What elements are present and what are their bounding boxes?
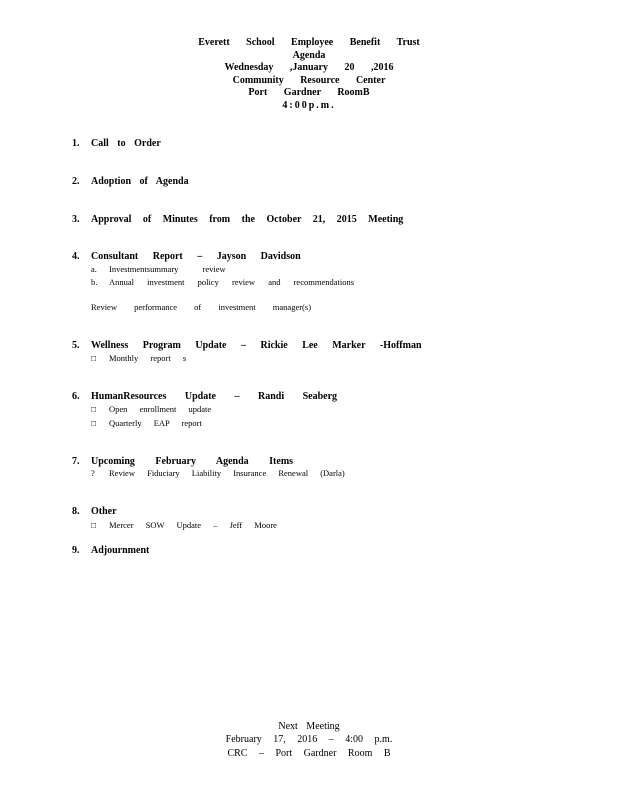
- sub-marker: ?: [91, 468, 95, 478]
- bullet-icon: □: [91, 353, 97, 363]
- agenda-item-adoption: Adoption of Agenda: [91, 176, 189, 187]
- agenda-item-human-resources: HumanResources Update – Randi Seaberg: [91, 391, 338, 402]
- next-meeting-location: CRC – Port Gardner Room B: [227, 748, 391, 759]
- agenda-item-consultant-report: Consultant Report – Jayson Davidson: [91, 251, 301, 262]
- bullet-icon: □: [91, 418, 97, 428]
- agenda-item-wellness-program: Wellness Program Update – Rickie Lee Marker -Hoffman: [91, 340, 422, 351]
- sub-item-investment-summary: Investmentsummary review: [109, 264, 226, 274]
- sub-marker: a.: [91, 264, 97, 274]
- agenda-item-upcoming-february: Upcoming February Agenda Items: [91, 456, 294, 467]
- item-number: 8.: [72, 506, 80, 517]
- agenda-item-adjournment: Adjournment: [91, 545, 150, 556]
- sub-item-mercer-sow: Mercer SOW Update – Jeff Moore: [109, 520, 277, 530]
- sub-item-manager-performance: Review performance of investment manager(s): [91, 302, 312, 312]
- sub-item-annual-policy-review: Annual investment policy review and recommendations: [109, 277, 355, 287]
- item-number: 1.: [72, 138, 80, 149]
- item-number: 7.: [72, 456, 80, 467]
- sub-item-open-enrollment: Open enrollment update: [109, 404, 212, 414]
- meeting-time: 4:00p.m.: [282, 99, 336, 111]
- item-number: 3.: [72, 214, 80, 225]
- sub-item-fiduciary-renewal: Review Fiduciary Liability Insurance Renewal (Darla): [109, 468, 345, 478]
- next-meeting-label: Next Meeting: [278, 721, 340, 732]
- trust-title: Everett School Employee Benefit Trust: [198, 37, 420, 48]
- agenda-item-other: Other: [91, 506, 117, 517]
- item-number: 2.: [72, 176, 80, 187]
- meeting-date: Wednesday ,January 20 ,2016: [224, 62, 394, 73]
- item-number: 4.: [72, 251, 80, 262]
- item-number: 5.: [72, 340, 80, 351]
- agenda-item-approval-minutes: Approval of Minutes from the October 21, 2015 Meeting: [91, 214, 404, 225]
- item-number: 6.: [72, 391, 80, 402]
- next-meeting-date: February 17, 2016 – 4:00 p.m.: [225, 734, 393, 745]
- agenda-item-call-to-order: Call to Order: [91, 138, 161, 149]
- meeting-room: Port Gardner RoomB: [248, 87, 370, 98]
- sub-item-quarterly-eap: Quarterly EAP report: [109, 418, 202, 428]
- item-number: 9.: [72, 545, 80, 556]
- agenda-heading: Agenda: [292, 49, 326, 61]
- meeting-venue: Community Resource Center: [232, 74, 386, 86]
- bullet-icon: □: [91, 404, 97, 414]
- sub-marker: b.: [91, 277, 98, 287]
- bullet-icon: □: [91, 520, 97, 530]
- sub-item-monthly-reports: Monthly report s: [109, 353, 187, 363]
